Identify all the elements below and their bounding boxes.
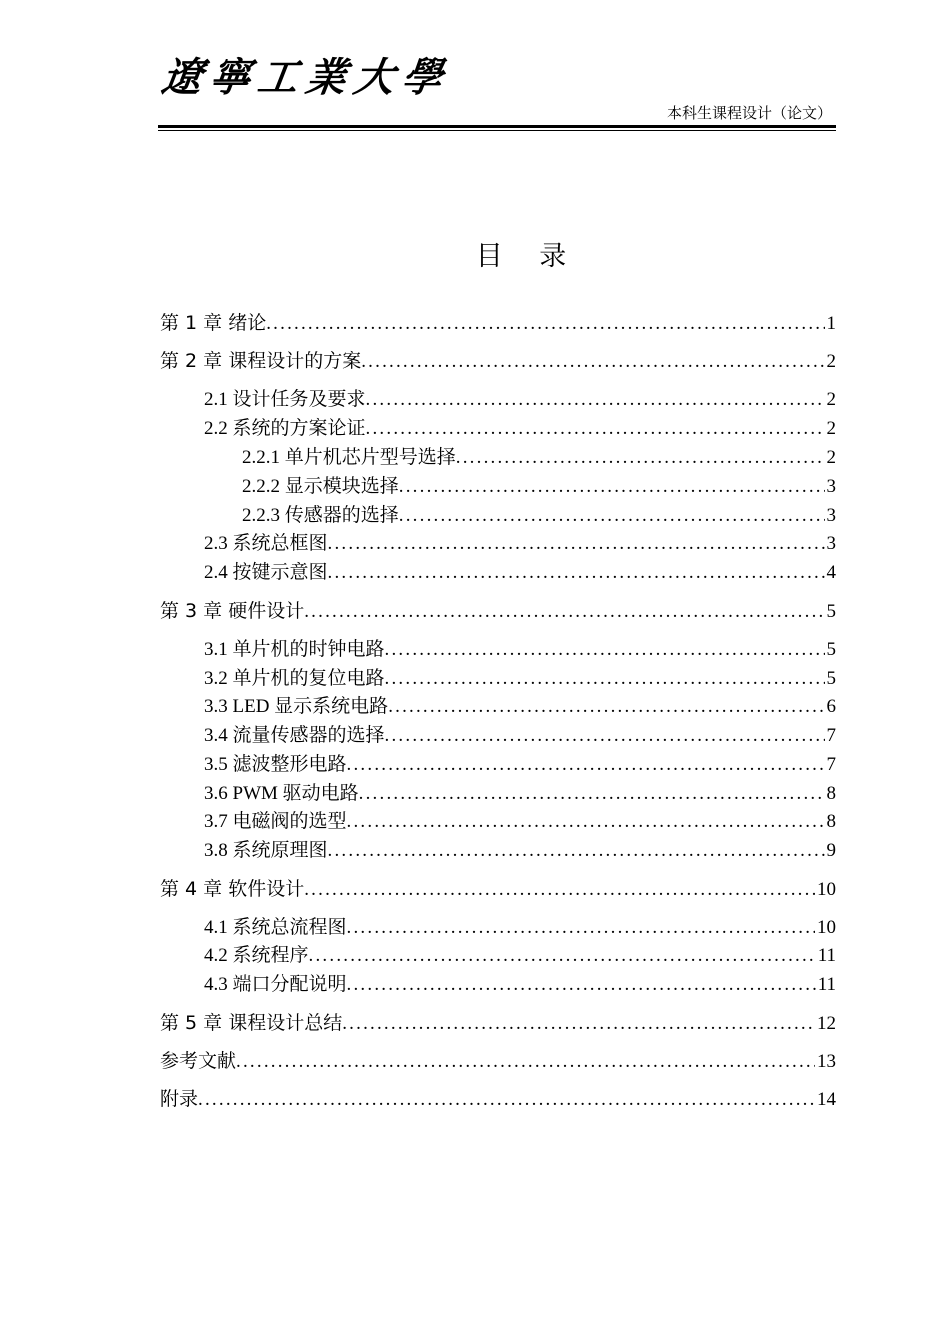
toc-dot-leader: [304, 599, 824, 625]
toc-entry-page: 8: [826, 783, 836, 804]
toc-entry-label: 第 1 章 绪论: [160, 312, 267, 334]
toc-entry-page: 10: [817, 879, 836, 900]
toc-entry-label: 3.6 PWM 驱动电路: [204, 783, 359, 804]
toc-entry[interactable]: [204, 666, 836, 692]
toc-entry-label: 2.2.1 单片机芯片型号选择: [242, 447, 456, 468]
toc-entry-label: 3.4 流量传感器的选择: [204, 725, 385, 746]
toc-entry-label: 4.1 系统总流程图: [204, 917, 347, 938]
toc-entry-page: 3: [826, 533, 836, 554]
toc-entry-label: 3.2 单片机的复位电路: [204, 668, 385, 689]
toc-entry[interactable]: [204, 838, 836, 864]
toc-title: 目 录: [475, 241, 581, 272]
toc-entry-page: 5: [826, 639, 836, 660]
toc-entry-label: 2.2 系统的方案论证: [204, 418, 366, 439]
toc-dot-leader: [361, 349, 824, 375]
toc-entry[interactable]: [160, 310, 836, 336]
header-subtitle: 本科生课程设计（论文）: [666, 104, 832, 122]
toc-dot-leader: [342, 1011, 815, 1037]
toc-entry[interactable]: [204, 943, 836, 969]
toc-entry-page: 5: [826, 601, 836, 622]
toc-entry[interactable]: [204, 416, 836, 442]
toc-entry-page: 6: [826, 696, 836, 717]
toc-entry-label: 附录: [160, 1088, 199, 1110]
toc-entry[interactable]: [204, 752, 836, 778]
toc-entry-page: 13: [817, 1051, 836, 1072]
toc-entry-label: 4.3 端口分配说明: [204, 974, 347, 995]
toc-entry[interactable]: [204, 809, 836, 835]
toc-entry[interactable]: [242, 474, 836, 500]
toc-entry[interactable]: [204, 972, 836, 998]
toc-dot-leader: [399, 474, 825, 500]
toc-entry-label: 第 4 章 软件设计: [160, 878, 305, 900]
toc-dot-leader: [399, 503, 825, 529]
toc-dot-leader: [385, 637, 825, 663]
toc-dot-leader: [347, 972, 816, 998]
toc-dot-leader: [309, 943, 816, 969]
toc-dot-leader: [347, 809, 825, 835]
toc-dot-leader: [347, 915, 815, 941]
toc-entry[interactable]: [160, 1086, 836, 1112]
toc-entry-page: 9: [826, 840, 836, 861]
toc-entry[interactable]: [160, 348, 836, 374]
toc-entry-label: 3.5 滤波整形电路: [204, 754, 347, 775]
toc-entry-page: 2: [826, 447, 836, 468]
toc-entry[interactable]: [160, 1048, 836, 1074]
university-logo: 遼寧工業大學: [158, 54, 454, 101]
toc-dot-leader: [266, 311, 824, 337]
toc-entry-page: 2: [826, 418, 836, 439]
toc-dot-leader: [385, 666, 825, 692]
toc-entry-page: 8: [826, 811, 836, 832]
toc-entry[interactable]: [160, 1010, 836, 1036]
toc-dot-leader: [366, 416, 825, 442]
toc-entry[interactable]: [204, 560, 836, 586]
toc-entry[interactable]: [204, 387, 836, 413]
toc-dot-leader: [385, 723, 825, 749]
toc-dot-leader: [347, 752, 825, 778]
header-rule-thick: [158, 125, 836, 128]
toc-entry-page: 11: [817, 945, 836, 966]
toc-entry-label: 3.3 LED 显示系统电路: [204, 696, 389, 717]
toc-entry-label: 2.1 设计任务及要求: [204, 389, 366, 410]
toc-entry-page: 10: [817, 917, 836, 938]
toc-entry-page: 7: [826, 754, 836, 775]
page-header: [158, 52, 836, 132]
toc-dot-leader: [328, 560, 825, 586]
toc-entry-page: 5: [826, 668, 836, 689]
toc-entry[interactable]: [204, 781, 836, 807]
toc-entry-label: 3.7 电磁阀的选型: [204, 811, 347, 832]
toc-entry-page: 12: [817, 1013, 836, 1034]
toc-entry[interactable]: [242, 503, 836, 529]
toc-entry-label: 2.3 系统总框图: [204, 533, 328, 554]
toc-entry-label: 3.1 单片机的时钟电路: [204, 639, 385, 660]
toc-entry-page: 2: [826, 351, 836, 372]
toc-dot-leader: [388, 694, 824, 720]
toc-entry-label: 第 3 章 硬件设计: [160, 600, 305, 622]
toc-entry-label: 参考文献: [160, 1050, 237, 1072]
toc-entry[interactable]: [204, 637, 836, 663]
toc-dot-leader: [328, 838, 825, 864]
toc-entry-page: 11: [817, 974, 836, 995]
toc-entry[interactable]: [204, 915, 836, 941]
toc-entry-page: 7: [826, 725, 836, 746]
toc-entry[interactable]: [204, 723, 836, 749]
toc-dot-leader: [304, 877, 815, 903]
toc-entry-label: 2.4 按键示意图: [204, 562, 328, 583]
toc-entry-label: 4.2 系统程序: [204, 945, 309, 966]
toc-entry-page: 14: [817, 1089, 836, 1110]
toc-entry-page: 3: [826, 476, 836, 497]
toc-entry-label: 第 2 章 课程设计的方案: [160, 350, 362, 372]
toc-entry-label: 2.2.3 传感器的选择: [242, 505, 399, 526]
toc-entry[interactable]: [242, 445, 836, 471]
toc-entry-page: 4: [826, 562, 836, 583]
toc-entry[interactable]: [160, 598, 836, 624]
toc-dot-leader: [456, 445, 825, 471]
toc-entry-page: 3: [826, 505, 836, 526]
toc-dot-leader: [328, 531, 825, 557]
toc-entry[interactable]: [204, 694, 836, 720]
toc-entry[interactable]: [204, 531, 836, 557]
toc-entry-label: 第 5 章 课程设计总结: [160, 1012, 343, 1034]
header-rule-thin: [158, 130, 836, 131]
toc-entry-label: 2.2.2 显示模块选择: [242, 476, 399, 497]
toc-entry-label: 3.8 系统原理图: [204, 840, 328, 861]
toc-dot-leader: [366, 387, 825, 413]
toc-entry[interactable]: [160, 876, 836, 902]
toc-dot-leader: [359, 781, 825, 807]
toc-dot-leader: [198, 1087, 815, 1113]
toc-entry-page: 2: [826, 389, 836, 410]
toc-entry-page: 1: [826, 313, 836, 334]
toc-dot-leader: [236, 1049, 815, 1075]
